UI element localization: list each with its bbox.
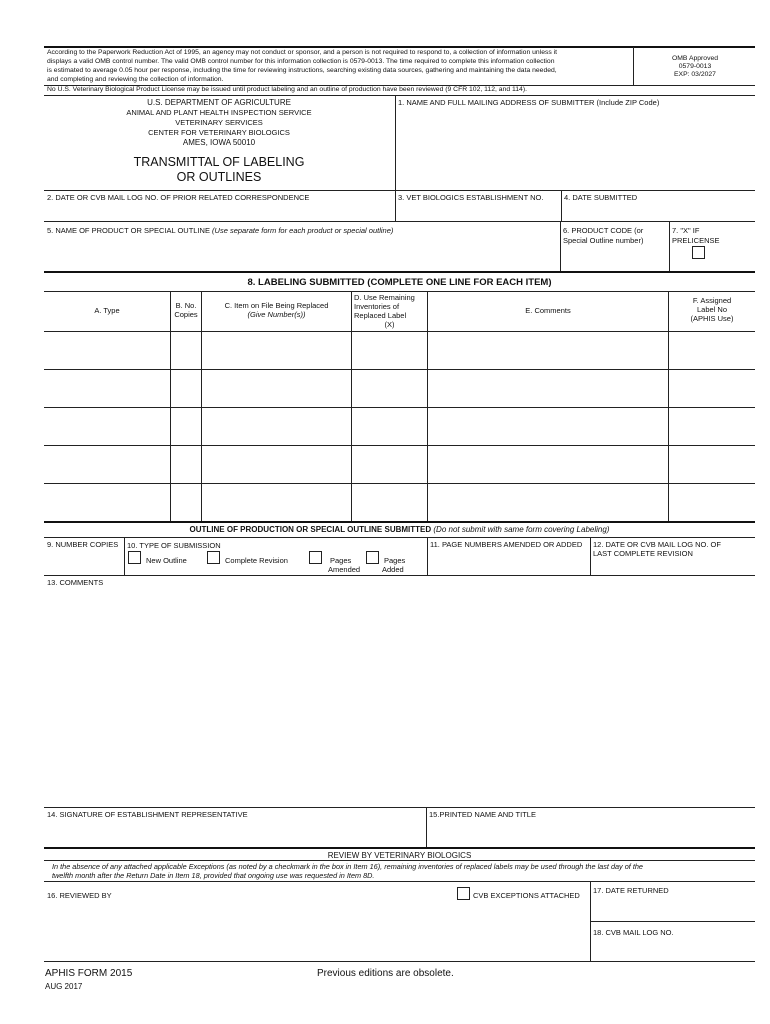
field-6-label-1: 6. PRODUCT CODE (or — [563, 226, 644, 235]
divider — [124, 537, 125, 575]
field-7-label-2: PRELICENSE — [672, 236, 720, 245]
form-date: AUG 2017 — [45, 982, 83, 991]
review-title: REVIEW BY VETERINARY BIOLOGICS — [327, 851, 472, 860]
rule — [590, 921, 755, 922]
agency-line-5: AMES, IOWA 50010 — [182, 138, 256, 147]
outline-title — [44, 525, 755, 534]
omb-divider — [633, 47, 634, 85]
col-d-header-2: Inventories of — [354, 302, 400, 311]
rule — [44, 221, 755, 222]
rule — [44, 95, 755, 96]
col-b-header-2: Copies — [174, 310, 198, 319]
col-f-header-2: Label No — [696, 305, 728, 314]
field-9-label: 9. NUMBER COPIES — [47, 540, 119, 549]
cvb-exceptions-checkbox[interactable] — [457, 887, 470, 900]
field-10-label: 10. TYPE OF SUBMISSION — [127, 541, 221, 550]
col-d-header-4: (X) — [384, 320, 395, 329]
agency-line-3: VETERINARY SERVICES — [175, 118, 263, 127]
paperwork-line-3: is estimated to average 0.05 hour per response, including the time for reviewing instructions, searching existing data sources, gathering and maintaining the data needed, — [47, 67, 557, 74]
review-note-line-2: twelfth month after the Return Date in Item 18, provided that ongoing use was requested in Item 8D. — [52, 871, 375, 880]
field-12-label-1: 12. DATE OR CVB MAIL LOG NO. OF — [593, 540, 721, 549]
field-3-label: 3. VET BIOLOGICS ESTABLISHMENT NO. — [398, 193, 544, 202]
pages-added-checkbox[interactable] — [366, 551, 379, 564]
field-15-label: 15.PRINTED NAME AND TITLE — [429, 810, 536, 819]
field-6-label-2: Special Outline number) — [563, 236, 644, 245]
license-note: No U.S. Veterinary Biological Product License may be issued until product labeling and an outline of production have been reviewed (9 CFR 102, 112, and 114). — [47, 86, 527, 93]
rule — [44, 860, 755, 861]
rule — [44, 881, 755, 882]
divider — [669, 221, 670, 271]
new-outline-checkbox[interactable] — [128, 551, 141, 564]
page-numbers-field[interactable] — [428, 550, 589, 575]
col-d-header-3: Replaced Label — [354, 311, 407, 320]
col-f-header-3: (APHIS Use) — [690, 314, 734, 323]
bottom-rule — [44, 961, 755, 962]
pages-added-label-1: Pages — [384, 556, 406, 565]
last-revision-field[interactable] — [591, 559, 754, 575]
pages-amended-label-2: Amended — [328, 565, 361, 574]
omb-expiration: EXP: 03/2027 — [674, 71, 716, 78]
agency-line-2: ANIMAL AND PLANT HEALTH INSPECTION SERVICE — [126, 108, 312, 117]
reviewed-by-field[interactable] — [45, 900, 450, 960]
col-a-header: A. Type — [94, 306, 120, 315]
field-17-label: 17. DATE RETURNED — [593, 886, 669, 895]
comments-field[interactable] — [45, 588, 754, 806]
rule — [44, 537, 755, 538]
rule — [44, 807, 755, 808]
table-row[interactable] — [45, 446, 754, 482]
table-row[interactable] — [45, 332, 754, 368]
paperwork-line-2: displays a valid OMB control number. The valid OMB control number for this information collection is 0579-0013. The time required to complete this information collection — [47, 58, 555, 65]
date-returned-field[interactable] — [591, 896, 754, 920]
agency-line-1: U.S. DEPARTMENT OF AGRICULTURE — [147, 98, 291, 107]
outline-title-text: OUTLINE OF PRODUCTION OR SPECIAL OUTLINE SUBMITTED — [189, 525, 432, 534]
col-e-header: E. Comments — [525, 306, 571, 315]
cvb-mail-log-field[interactable] — [591, 938, 754, 960]
table-row[interactable] — [45, 370, 754, 406]
field-7-label-1: 7. "X" IF — [672, 226, 700, 235]
col-f-header-1: F. Assigned — [692, 296, 732, 305]
rule — [44, 291, 755, 292]
table-row[interactable] — [45, 484, 754, 520]
top-border — [44, 46, 755, 48]
complete-revision-label: Complete Revision — [225, 556, 288, 565]
pages-added-label-2: Added — [382, 565, 404, 574]
agency-line-4: CENTER FOR VETERINARY BIOLOGICS — [148, 128, 290, 137]
form-title-line-2: OR OUTLINES — [176, 170, 262, 184]
col-b-header-1: B. No. — [175, 301, 197, 310]
omb-approved: OMB Approved — [671, 55, 719, 62]
field-18-label: 18. CVB MAIL LOG NO. — [593, 928, 674, 937]
paperwork-line-4: and completing and reviewing the collection of information. — [47, 76, 224, 83]
field-2-label: 2. DATE OR CVB MAIL LOG NO. OF PRIOR RELATED CORRESPONDENCE — [47, 193, 310, 202]
product-name-field[interactable] — [45, 237, 559, 270]
rule — [44, 575, 755, 576]
review-note-line-1: In the absence of any attached applicable Exceptions (as noted by a checkmark in the box in Item 16), remaining inventories of replaced labels may be used through the last day of the — [52, 862, 643, 871]
date-submitted-field[interactable] — [562, 203, 754, 221]
new-outline-label: New Outline — [146, 556, 187, 565]
field-4-label: 4. DATE SUBMITTED — [564, 193, 638, 202]
outline-title-note: (Do not submit with same form covering Labeling) — [433, 525, 610, 534]
field-11-label: 11. PAGE NUMBERS AMENDED OR ADDED — [430, 540, 583, 549]
form-name: APHIS FORM 2015 — [45, 968, 133, 979]
complete-revision-checkbox[interactable] — [207, 551, 220, 564]
printed-name-field[interactable] — [428, 820, 754, 846]
rule — [44, 190, 755, 191]
product-code-field[interactable] — [561, 246, 668, 270]
field-5-note: (Use separate form for each product or special outline) — [212, 226, 394, 235]
divider — [426, 807, 427, 847]
field-16-label: 16. REVIEWED BY — [47, 891, 112, 900]
section-8-top — [44, 271, 755, 273]
field-13-label: 13. COMMENTS — [47, 578, 104, 587]
paperwork-line-1: According to the Paperwork Reduction Act of 1995, an agency may not conduct or sponsor, and a person is not required to respond to, a collection of information unless it — [47, 49, 558, 56]
field-14-label: 14. SIGNATURE OF ESTABLISHMENT REPRESENTATIVE — [47, 810, 248, 819]
review-section-top — [44, 847, 755, 849]
outline-section-top — [44, 521, 755, 523]
establishment-number-field[interactable] — [396, 203, 560, 221]
omb-number: 0579-0013 — [678, 63, 712, 70]
number-copies-field[interactable] — [45, 550, 123, 575]
table-row[interactable] — [45, 408, 754, 444]
pages-amended-label-1: Pages — [330, 556, 352, 565]
submitter-address-field[interactable] — [396, 108, 754, 190]
field-5-text: 5. NAME OF PRODUCT OR SPECIAL OUTLINE — [47, 226, 210, 235]
field-5-label — [47, 226, 393, 235]
cvb-exceptions-label: CVB EXCEPTIONS ATTACHED — [473, 891, 580, 900]
section-8-title: 8. LABELING SUBMITTED (COMPLETE ONE LINE FOR EACH ITEM) — [247, 277, 552, 288]
col-d-header-1: D. Use Remaining — [354, 293, 415, 302]
prior-correspondence-field[interactable] — [45, 203, 394, 221]
field-1-label: 1. NAME AND FULL MAILING ADDRESS OF SUBMITTER (Include ZIP Code) — [398, 98, 660, 107]
col-c-header-1: C. Item on File Being Replaced — [224, 301, 329, 310]
obsolete-note: Previous editions are obsolete. — [317, 968, 454, 979]
field-12-label-2: LAST COMPLETE REVISION — [593, 549, 693, 558]
form-title-line-1: TRANSMITTAL OF LABELING — [133, 155, 305, 169]
pages-amended-checkbox[interactable] — [309, 551, 322, 564]
signature-field[interactable] — [45, 820, 425, 846]
prelicense-checkbox[interactable] — [692, 246, 705, 259]
col-c-header-2: (Give Number(s)) — [247, 310, 306, 319]
